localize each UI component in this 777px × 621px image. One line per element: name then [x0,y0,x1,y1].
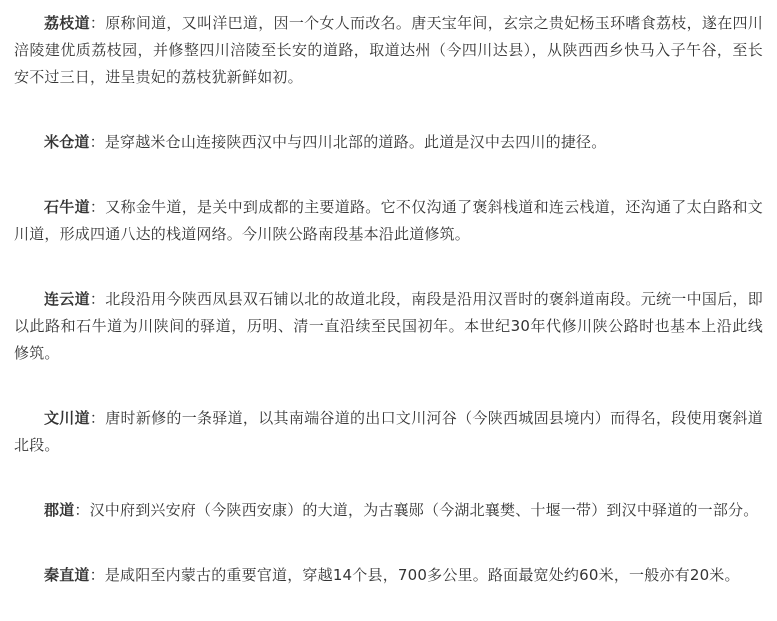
entry-term: 文川道 [44,409,90,427]
entry-separator: ： [89,290,106,308]
entry-separator: ： [89,133,105,151]
entry-text: 是穿越米仓山连接陕西汉中与四川北部的道路。此道是汉中去四川的捷径。 [104,133,607,151]
entry-term: 米仓道 [44,133,90,151]
entry-separator: ： [89,566,105,584]
entry-shiniu-road [14,194,763,248]
entry-jun-road [14,497,763,524]
entry-text: 汉中府到兴安府（今陕西安康）的大道，为古襄郧（今湖北襄樊、十堰一带）到汉中驿道的一部分。 [89,501,759,519]
entry-micang-road [14,129,763,156]
entry-wenchuan-road [14,405,763,459]
entry-text: 是咸阳至内蒙古的重要官道，穿越14个县，700多公里。路面最宽处约60米，一般亦有20米。 [104,566,740,584]
entry-text: 北段沿用今陕西凤县双石铺以北的故道北段，南段是沿用汉晋时的褒斜道南段。元统一中国后，即以此路和石牛道为川陕间的驿道，历明、清一直沿续至民国初年。本世纪30年代修川陕公路时也基本上沿此线修筑。 [14,290,764,362]
entry-separator: ： [74,501,90,519]
entry-separator: ： [89,198,106,216]
entry-qinzhi-road [14,562,763,589]
entry-term: 郡道 [44,501,75,519]
entry-term: 秦直道 [44,566,90,584]
entry-separator: ： [89,14,106,32]
entry-term: 荔枝道 [44,14,90,32]
entry-term: 石牛道 [44,198,90,216]
entry-text: 又称金牛道，是关中到成都的主要道路。它不仅沟通了褒斜栈道和连云栈道，还沟通了太白路和文川道，形成四通八达的栈道网络。今川陕公路南段基本沿此道修筑。 [14,198,764,243]
entry-text: 原称间道，又叫洋巴道，因一个女人而改名。唐天宝年间，玄宗之贵妃杨玉环嗜食荔枝，遂在四川涪陵建优质荔枝园，并修整四川涪陵至长安的道路，取道达州（今四川达县），从陕西西乡快马入子午谷，至长安不过三日，进呈贵妃的荔枝犹新鲜如初。 [14,14,764,86]
entry-term: 连云道 [44,290,90,308]
entry-separator: ： [89,409,106,427]
entry-text: 唐时新修的一条驿道，以其南端谷道的出口文川河谷（今陕西城固县境内）而得名，段使用褒斜道北段。 [14,409,764,454]
entry-lianyun-road [14,286,763,367]
entry-lizhi-road [14,10,763,91]
